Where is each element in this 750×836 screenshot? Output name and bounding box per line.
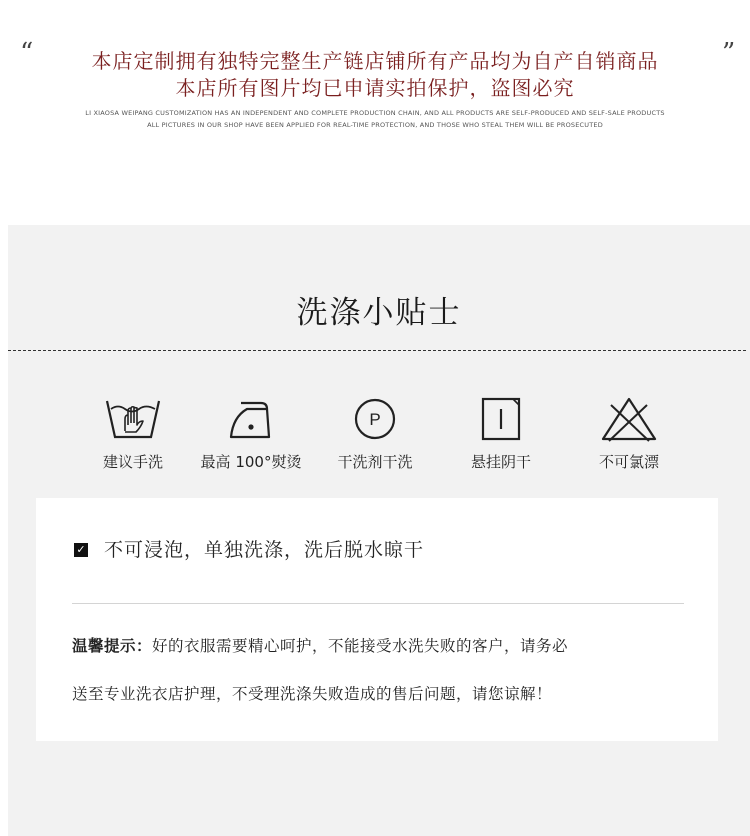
tip-key: 温馨提示： xyxy=(72,637,153,655)
tip-text-1: 好的衣服需要精心呵护，不能接受水洗失败的客户，请务必 xyxy=(152,637,569,655)
dashed-divider xyxy=(8,350,746,351)
headline-line-1: 本店定制拥有独特完整生产链店铺所有产品均为自产自销商品 xyxy=(91,49,659,73)
checkbox-icon: ✓ xyxy=(74,543,88,557)
close-quote: ” xyxy=(722,38,736,68)
hand-wash-icon xyxy=(103,395,163,443)
hang-dry-shade-icon xyxy=(471,395,531,443)
care-item-dry-clean xyxy=(320,395,430,472)
care-label: 不可氯漂 xyxy=(598,453,659,471)
care-label: 悬挂阴干 xyxy=(470,453,531,471)
section-title: 洗涤小贴士 xyxy=(296,295,462,331)
care-item-iron xyxy=(196,395,306,472)
fineprint-line-2: ALL PICTURES IN OUR SHOP HAVE BEEN APPLIED FOR REAL-TIME PROTECTION, AND THOSE WHO STEAL THEM WILL BE PROSECUTED xyxy=(147,121,603,129)
dry-clean-icon xyxy=(345,395,405,443)
no-bleach-icon xyxy=(599,395,659,443)
svg-text:P: P xyxy=(369,410,381,429)
tip-line-2: 送至专业洗衣店护理，不受理洗涤失败造成的售后问题，请您谅解！ xyxy=(72,685,553,703)
care-item-hand-wash xyxy=(78,395,188,472)
care-label: 最高 100°熨烫 xyxy=(200,453,302,471)
care-label: 干洗剂干洗 xyxy=(337,453,413,471)
care-item-no-bleach xyxy=(574,395,684,472)
care-notice-card xyxy=(36,498,718,741)
card-divider xyxy=(72,603,684,604)
care-label: 建议手洗 xyxy=(102,453,163,471)
iron-icon xyxy=(221,395,281,443)
fineprint-line-1: LI XIAOSA WEIPANG CUSTOMIZATION HAS AN INDEPENDENT AND COMPLETE PRODUCTION CHAIN, AND ALL PRODUCTS ARE SELF-PRODUCED AND SELF-SALE PRODUCTS xyxy=(85,109,665,117)
open-quote: “ xyxy=(20,38,34,68)
care-panel xyxy=(8,225,750,836)
care-item-hang-dry xyxy=(446,395,556,472)
tip-line-1 xyxy=(72,634,568,656)
headline-line-2: 本店所有图片均已申请实拍保护，盗图必究 xyxy=(175,76,575,100)
header-area xyxy=(0,0,750,225)
washing-notice: 不可浸泡，单独洗涤，洗后脱水晾干 xyxy=(104,539,425,561)
